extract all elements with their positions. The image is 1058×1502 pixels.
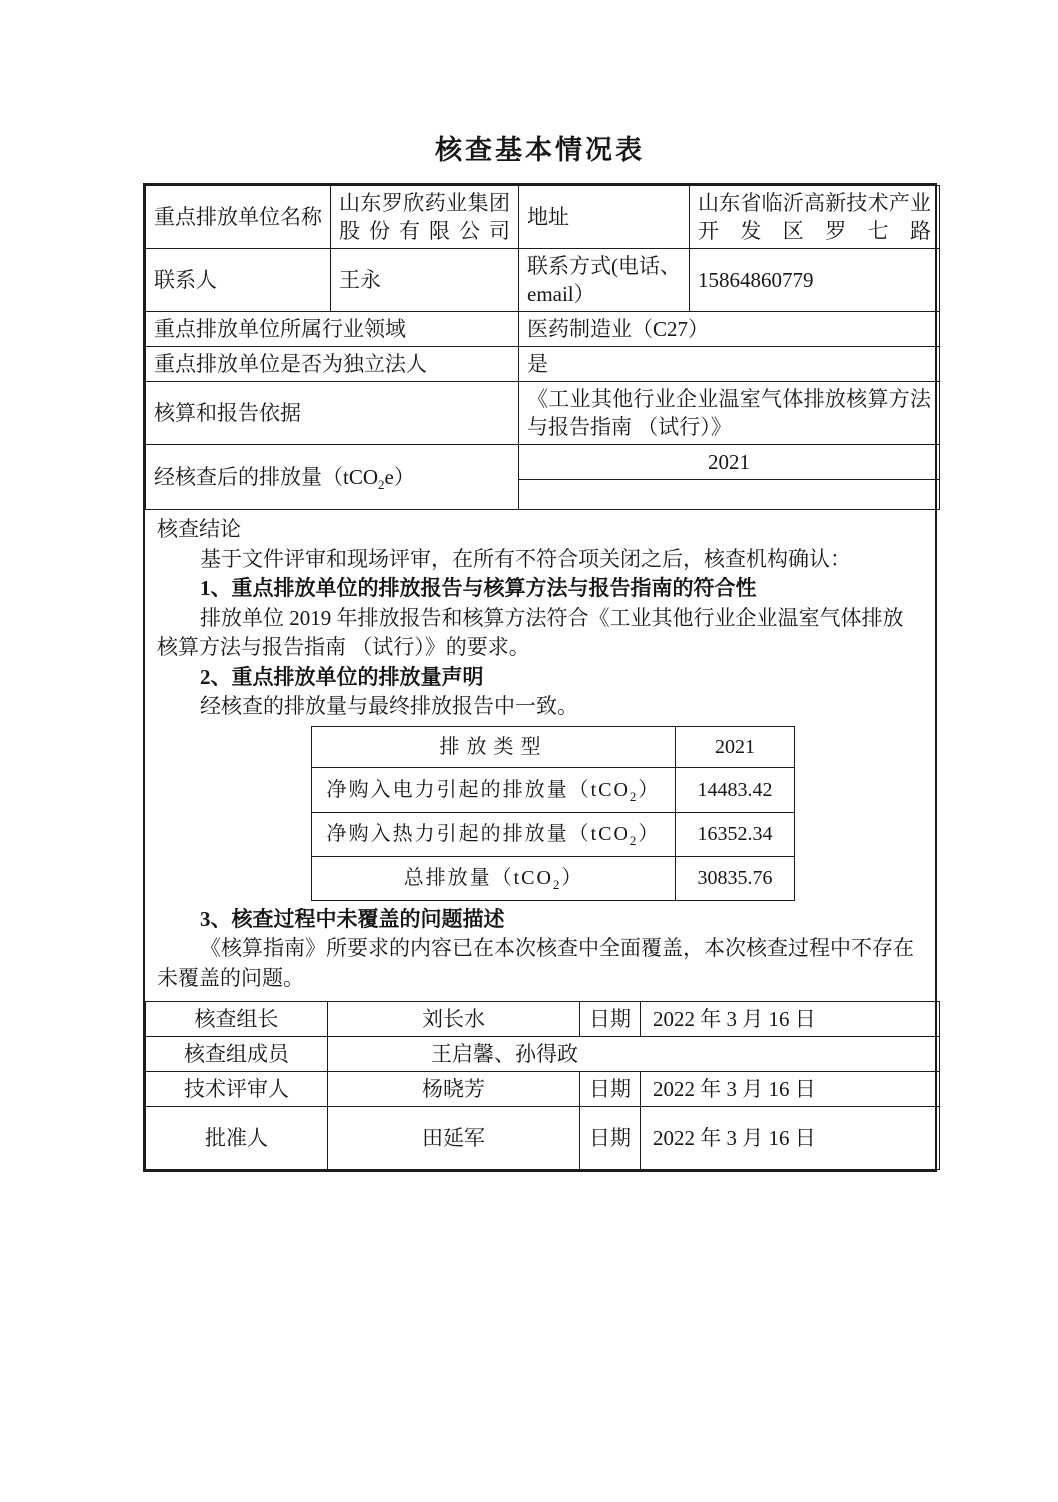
unit-name-value: 山东罗欣药业集团股份有限公司 [331,186,519,249]
technical-reviewer-name: 杨晓芳 [328,1072,580,1107]
emissions-table [311,726,795,901]
table-row [146,249,940,312]
address-value: 山东省临沂高新技术产业开发区罗七路 [690,186,940,249]
conclusion-item3-body: 《核算指南》所要求的内容已在本次核查中全面覆盖，本次核查过程中不存在未覆盖的问题。 [157,936,914,990]
unit-name-label: 重点排放单位名称 [146,186,331,249]
emission-year-header: 2021 [676,726,795,767]
table-row [146,347,940,382]
table-row [146,1037,940,1072]
conclusion-item1-title: 1、重点排放单位的排放报告与核算方法与报告指南的符合性 [200,576,757,600]
verified-emission-label [146,445,519,510]
contact-value: 王永 [331,249,519,312]
electricity-emission-value: 14483.42 [676,767,795,812]
electricity-emission-label [312,767,676,812]
table-row [146,1072,940,1107]
team-leader-label: 核查组长 [146,1002,328,1037]
technical-reviewer-label: 技术评审人 [146,1072,328,1107]
electricity-emission-label-suffix: ） [638,778,661,801]
contact-method-label: 联系方式(电话、email） [519,249,690,312]
technical-reviewer-date-label: 日期 [580,1072,641,1107]
basis-label: 核算和报告依据 [146,382,519,445]
team-leader-date: 2022 年 3 月 16 日 [641,1002,940,1037]
heat-emission-value: 16352.34 [676,812,795,856]
table-row [312,767,795,812]
technical-reviewer-date: 2022 年 3 月 16 日 [641,1072,940,1107]
verified-emission-label-text: 经核查后的排放量（tCO [154,464,379,489]
verified-emission-label-suffix: e） [384,464,415,489]
conclusion-heading: 核查结论 [157,517,241,541]
electricity-emission-label-text: 净购入电力引起的排放量（tCO [326,778,630,801]
basis-value: 《工业其他行业企业温室气体排放核算方法与报告指南 （试行）》 [519,382,940,445]
table-row [312,812,795,856]
table-row [146,186,940,249]
electricity-emission-subscript: 2 [629,788,639,804]
verified-emission-year: 2021 [519,445,940,480]
contact-label: 联系人 [146,249,331,312]
heat-emission-label-suffix: ） [638,823,661,845]
basic-info-table [145,185,940,510]
conclusion-item3-title: 3、核查过程中未覆盖的问题描述 [200,906,505,931]
industry-label: 重点排放单位所属行业领域 [146,312,519,347]
total-emission-label-text: 总排放量（tCO [403,867,553,889]
conclusion-item2-title: 2、重点排放单位的排放量声明 [200,664,484,689]
team-leader-name: 刘长水 [328,1002,580,1037]
independent-entity-label: 重点排放单位是否为独立法人 [146,347,519,382]
signature-table [145,1001,940,1170]
total-emission-label [312,856,676,900]
total-emission-subscript: 2 [552,877,562,892]
verified-emission-label-subscript: 2 [378,477,385,493]
verification-form [143,183,937,1172]
approver-date-label: 日期 [580,1107,641,1170]
table-row [312,856,795,900]
table-row [146,1002,940,1037]
table-row [146,1107,940,1170]
page-title: 核查基本情况表 [435,135,645,165]
address-label: 地址 [519,186,690,249]
heat-emission-label [312,812,676,856]
table-row [312,726,795,767]
approver-date: 2022 年 3 月 16 日 [641,1107,940,1170]
table-row [146,312,940,347]
total-emission-label-suffix: ） [561,867,584,889]
conclusion-item2-body: 经核查的排放量与最终排放报告中一致。 [200,694,578,718]
approver-name: 田延军 [328,1107,580,1170]
heat-emission-label-text: 净购入热力引起的排放量（tCO [326,823,630,845]
industry-value: 医药制造业（C27） [519,312,940,347]
team-members-names: 王启馨、孙得政 [328,1037,940,1072]
heat-emission-subscript: 2 [629,833,639,848]
verified-emission-value [519,480,940,510]
conclusion-intro: 基于文件评审和现场评审，在所有不符合项关闭之后，核查机构确认： [200,546,851,571]
approver-label: 批准人 [146,1107,328,1170]
emission-type-header: 排放类型 [312,726,676,767]
team-leader-date-label: 日期 [580,1002,641,1037]
table-row [146,445,940,480]
table-row [146,382,940,445]
total-emission-value: 30835.76 [676,856,795,900]
conclusion-section [145,510,935,1001]
independent-entity-value: 是 [519,347,940,382]
conclusion-item1-body: 排放单位 2019 年排放报告和核算方法符合《工业其他行业企业温室气体排放核算方法与报告指南 （试行）》的要求。 [157,605,904,659]
team-members-label: 核查组成员 [146,1037,328,1072]
contact-method-value: 15864860779 [690,249,940,312]
